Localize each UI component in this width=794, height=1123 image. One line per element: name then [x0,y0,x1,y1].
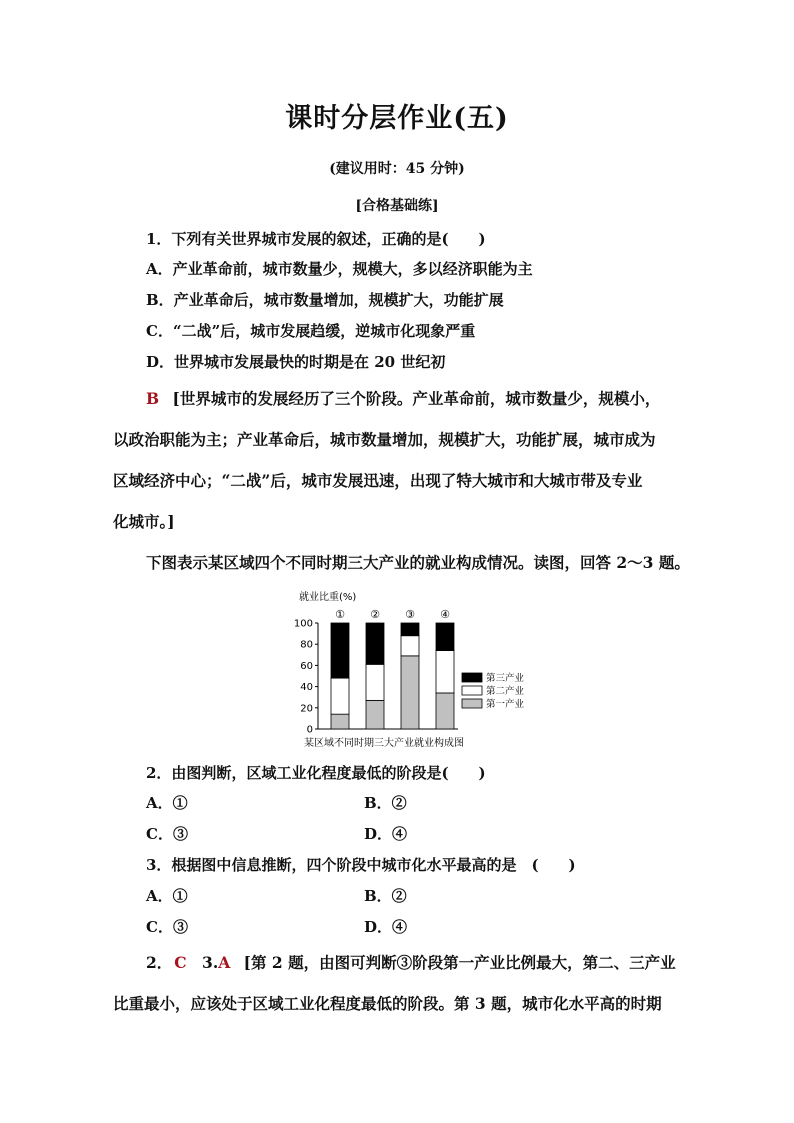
question-2-stem: 2．由图判断，区域工业化程度最低的阶段是( ) [146,764,486,782]
question-1-option-b: B．产业革命后，城市数量增加，规模扩大，功能扩展 [146,291,504,309]
y-tick-label: 0 [306,724,313,736]
question-3-option-c: C．③ [146,918,188,936]
legend-swatch [462,699,482,708]
legend-swatch [462,686,482,695]
chart-title: 某区域不同时期三大产业就业构成图 [304,738,464,749]
legend-label: 第二产业 [486,686,525,697]
y-tick-label: 100 [293,618,313,630]
y-axis-label: 就业比重(%) [299,592,357,603]
explanation-line: 以政治职能为主；产业革命后，城市数量增加，规模扩大，功能扩展，城市成为 [113,430,656,449]
question-3-option-d: D．④ [364,918,408,936]
bar-segment-2-0 [401,656,419,729]
legend-label: 第一产业 [486,699,525,710]
legend-swatch [462,673,482,682]
bar-segment-3-2 [436,623,454,651]
bar-segment-0-0 [331,714,349,729]
y-tick-label: 40 [300,682,313,694]
bar-segment-2-1 [401,636,419,656]
question-2-option-b: B．② [364,794,407,812]
answer-2-3 [146,951,676,973]
answer-2-letter: C [174,953,187,972]
y-tick-label: 60 [300,660,313,672]
page-title: 课时分层作业(五) [285,103,509,134]
bar-segment-1-0 [366,700,384,729]
question-1-option-c: C．“二战”后，城市发展趋缓，逆城市化现象严重 [146,322,476,340]
answer-3-number: 3. [202,953,219,972]
answer-letter: B [146,389,160,408]
bar-segment-3-0 [436,693,454,729]
question-3-option-a: A．① [146,887,188,905]
explanation-line: [世界城市的发展经历了三个阶段。产业革命前，城市数量少，规模小， [172,389,661,408]
question-1-option-d: D．世界城市发展最快的时期是在 20 世纪初 [146,353,446,371]
bar-segment-2-2 [401,623,419,636]
answer-2-number: 2． [146,953,173,972]
category-label: ③ [405,608,415,621]
legend-label: 第三产业 [486,673,525,684]
explanation-line: 比重最小，应该处于区域工业化程度最低的阶段。第 3 题，城市化水平高的时期 [113,994,662,1013]
y-tick-label: 80 [300,639,313,651]
explanation-line: 区域经济中心；“二战”后，城市发展迅速，出现了特大城市和大城市带及专业 [113,471,643,490]
question-3-option-b: B．② [364,887,407,905]
question-2-option-a: A．① [146,794,188,812]
section-heading: [合格基础练] [355,198,439,214]
employment-chart [290,585,540,750]
category-label: ② [370,608,380,621]
answer-3-letter: A [218,953,231,972]
bar-segment-1-1 [366,664,384,700]
question-1-option-a: A．产业革命前，城市数量少，规模大，多以经济职能为主 [146,260,533,278]
question-1-answer [146,387,660,409]
question-3-stem: 3．根据图中信息推断，四个阶段中城市化水平最高的是 ( ) [146,856,576,874]
bar-segment-3-1 [436,651,454,693]
suggested-time: (建议用时：45 分钟) [329,161,465,177]
category-label: ④ [440,608,450,621]
explanation-line: 化城市。] [113,512,175,531]
bar-segment-0-1 [331,678,349,714]
question-1-stem: 1．下列有关世界城市发展的叙述，正确的是( ) [146,230,486,248]
bar-segment-1-2 [366,623,384,664]
category-label: ① [335,608,345,621]
bar-segment-0-2 [331,623,349,678]
question-2-option-c: C．③ [146,825,188,843]
chart-intro: 下图表示某区域四个不同时期三大产业的就业构成情况。读图，回答 2～3 题。 [146,553,690,572]
y-tick-label: 20 [300,703,313,715]
explanation-line: [第 2 题，由图可判断③阶段第一产业比例最大，第二、三产业 [243,953,676,972]
question-2-option-d: D．④ [364,825,408,843]
